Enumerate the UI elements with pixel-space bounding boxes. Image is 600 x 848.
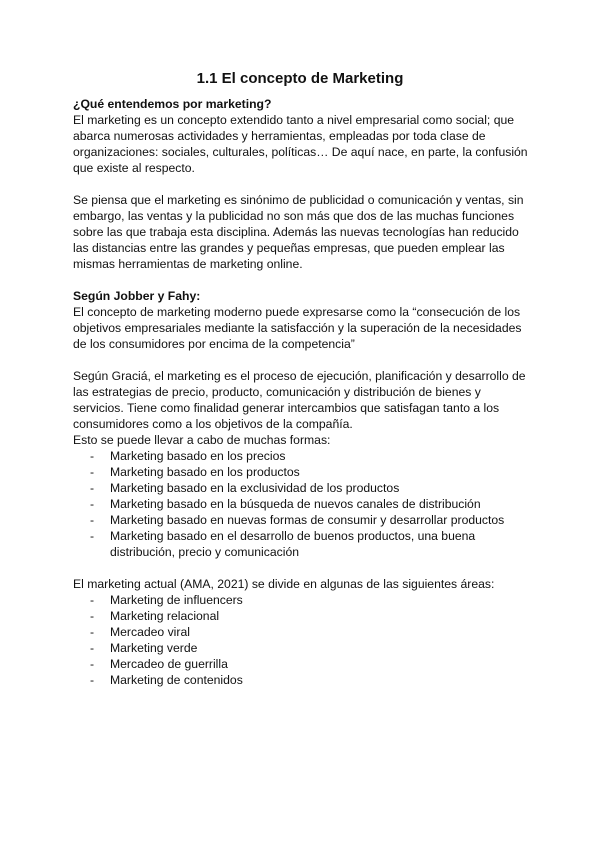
list-item xyxy=(73,656,533,672)
paragraph-forms-intro: Esto se puede llevar a cabo de muchas formas: xyxy=(73,433,331,447)
paragraph-definition: El marketing es un concepto extendido tanto a nivel empresarial como social; que abarca numerosas actividades y herramientas, empleadas por toda clase de organizaciones: sociales, culturales, políticas… De aquí nace, en parte, la confusión que existe al respecto. xyxy=(73,113,528,175)
bullet-dash: - xyxy=(90,657,95,671)
jobber-fahy-heading: Según Jobber y Fahy: xyxy=(73,289,201,303)
list-item-text: Marketing basado en los precios xyxy=(110,449,286,463)
list-item xyxy=(73,592,533,608)
areas-list xyxy=(73,592,533,688)
list-item xyxy=(73,480,533,496)
document-body xyxy=(73,96,533,688)
bullet-dash: - xyxy=(90,497,95,511)
list-item xyxy=(73,512,533,528)
bullet-dash: - xyxy=(90,513,95,527)
bullet-dash: - xyxy=(90,593,95,607)
paragraph-jobber-fahy: El concepto de marketing moderno puede expresarse como la “consecución de los objetivos empresariales mediante la satisfacción y la superación de la necesidades de los consumidores por encima de la competencia” xyxy=(73,305,522,351)
list-item-text: Marketing basado en nuevas formas de consumir y desarrollar productos xyxy=(110,513,505,527)
list-item-text: Mercadeo viral xyxy=(110,625,190,639)
list-item-text: Marketing basado en la exclusividad de los productos xyxy=(110,481,400,495)
list-item-text: Marketing de contenidos xyxy=(110,673,243,687)
question-heading: ¿Qué entendemos por marketing? xyxy=(73,97,272,111)
bullet-dash: - xyxy=(90,641,95,655)
bullet-dash: - xyxy=(90,481,95,495)
bullet-dash: - xyxy=(90,449,95,463)
list-item-text: Mercadeo de guerrilla xyxy=(110,657,228,671)
bullet-dash: - xyxy=(90,609,95,623)
list-item-text: Marketing basado en los productos xyxy=(110,465,300,479)
list-item-text: Marketing verde xyxy=(110,641,198,655)
paragraph-misconception: Se piensa que el marketing es sinónimo de publicidad o comunicación y ventas, sin embargo, las ventas y la publicidad no son más que dos de las muchas funciones sobre las que trabaja esta disciplina. Además las nuevas tecnologías han reducido las distancias entre las grandes y pequeñas empresas, que pueden emplear las mismas herramientas de marketing online. xyxy=(73,193,524,271)
list-item xyxy=(73,624,533,640)
paragraph-gracia: Según Graciá, el marketing es el proceso de ejecución, planificación y desarrollo de las estrategias de precio, producto, comunicación y distribución de bienes y servicios. Tiene como finalidad generar intercambios que satisfagan tanto a los consumidores como a los objetivos de la compañía. xyxy=(73,369,526,431)
list-item-text: Marketing basado en el desarrollo de buenos productos, una buena distribución, precio y comunicación xyxy=(110,529,476,559)
list-item xyxy=(73,496,533,512)
list-item xyxy=(73,672,533,688)
bullet-dash: - xyxy=(90,529,95,543)
list-item-text: Marketing relacional xyxy=(110,609,220,623)
list-item xyxy=(73,528,533,560)
bullet-dash: - xyxy=(90,625,95,639)
list-item-text: Marketing de influencers xyxy=(110,593,243,607)
bullet-dash: - xyxy=(90,673,95,687)
bullet-dash: - xyxy=(90,465,95,479)
forms-list xyxy=(73,448,533,560)
list-item-text: Marketing basado en la búsqueda de nuevos canales de distribución xyxy=(110,497,481,511)
list-item xyxy=(73,640,533,656)
list-item xyxy=(73,448,533,464)
list-item xyxy=(73,464,533,480)
paragraph-areas-intro: El marketing actual (AMA, 2021) se divide en algunas de las siguientes áreas: xyxy=(73,577,495,591)
page-title: 1.1 El concepto de Marketing xyxy=(196,70,404,87)
list-item xyxy=(73,608,533,624)
